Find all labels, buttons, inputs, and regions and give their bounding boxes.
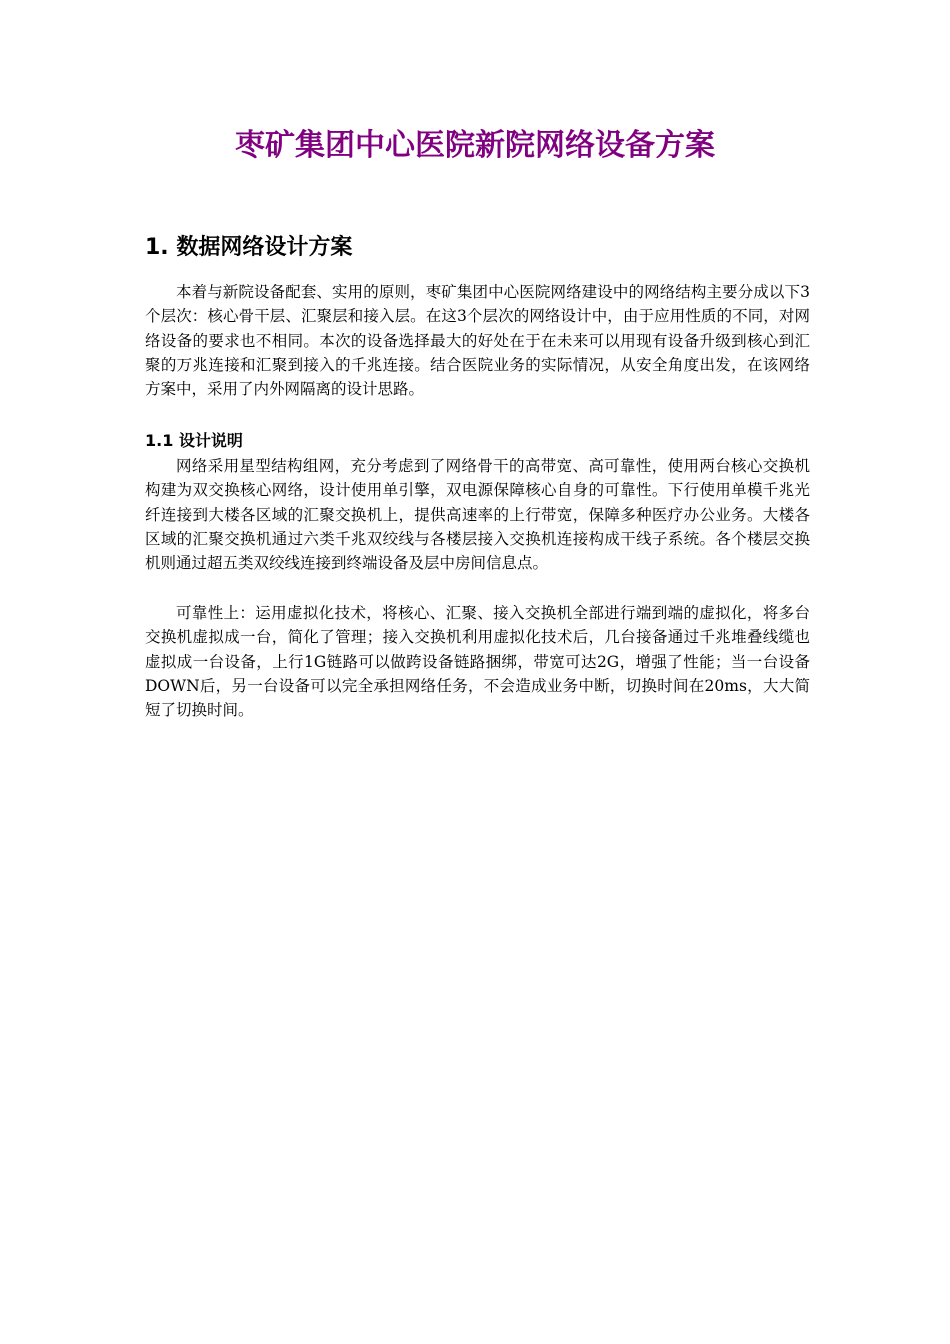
document-title: 枣矿集团中心医院新院网络设备方案 bbox=[235, 128, 715, 163]
reliability-paragraph: 可靠性上：运用虚拟化技术，将核心、汇聚、接入交换机全部进行端到端的虚拟化，将多台交换机虚拟成一台，简化了管理；接入交换机利用虚拟化技术后，几台接备通过千兆堆叠线缆也虚拟成一台设备，上行1G链路可以做跨设备链路捆绑，带宽可达2G，增强了性能；当一台设备DOWN后，另一台设备可以完全承担网络任务，不会造成业务中断，切换时间在20ms，大大简短了切换时间。 bbox=[145, 604, 810, 720]
intro-paragraph: 本着与新院设备配套、实用的原则，枣矿集团中心医院网络建设中的网络结构主要分成以下3个层次：核心骨干层、汇聚层和接入层。在这3个层次的网络设计中，由于应用性质的不同，对网络设备的要求也不相同。本次的设备选择最大的好处在于在未来可以用现有设备升级到核心到汇聚的万兆连接和汇聚到接入的千兆连接。结合医院业务的实际情况，从安全角度出发，在该网络方案中，采用了内外网隔离的设计思路。 bbox=[145, 283, 810, 399]
section-heading: 1. 数据网络设计方案 bbox=[145, 235, 353, 260]
subsection-heading: 1.1 设计说明 bbox=[145, 431, 243, 450]
design-paragraph: 网络采用星型结构组网，充分考虑到了网络骨干的高带宽、高可靠性，使用两台核心交换机构建为双交换核心网络，设计使用单引擎，双电源保障核心自身的可靠性。下行使用单模千兆光纤连接到大楼各区域的汇聚交换机上，提供高速率的上行带宽，保障多种医疗办公业务。大楼各区域的汇聚交换机通过六类千兆双绞线与各楼层接入交换机连接构成干线子系统。各个楼层交换机则通过超五类双绞线连接到终端设备及层中房间信息点。 bbox=[145, 457, 810, 573]
